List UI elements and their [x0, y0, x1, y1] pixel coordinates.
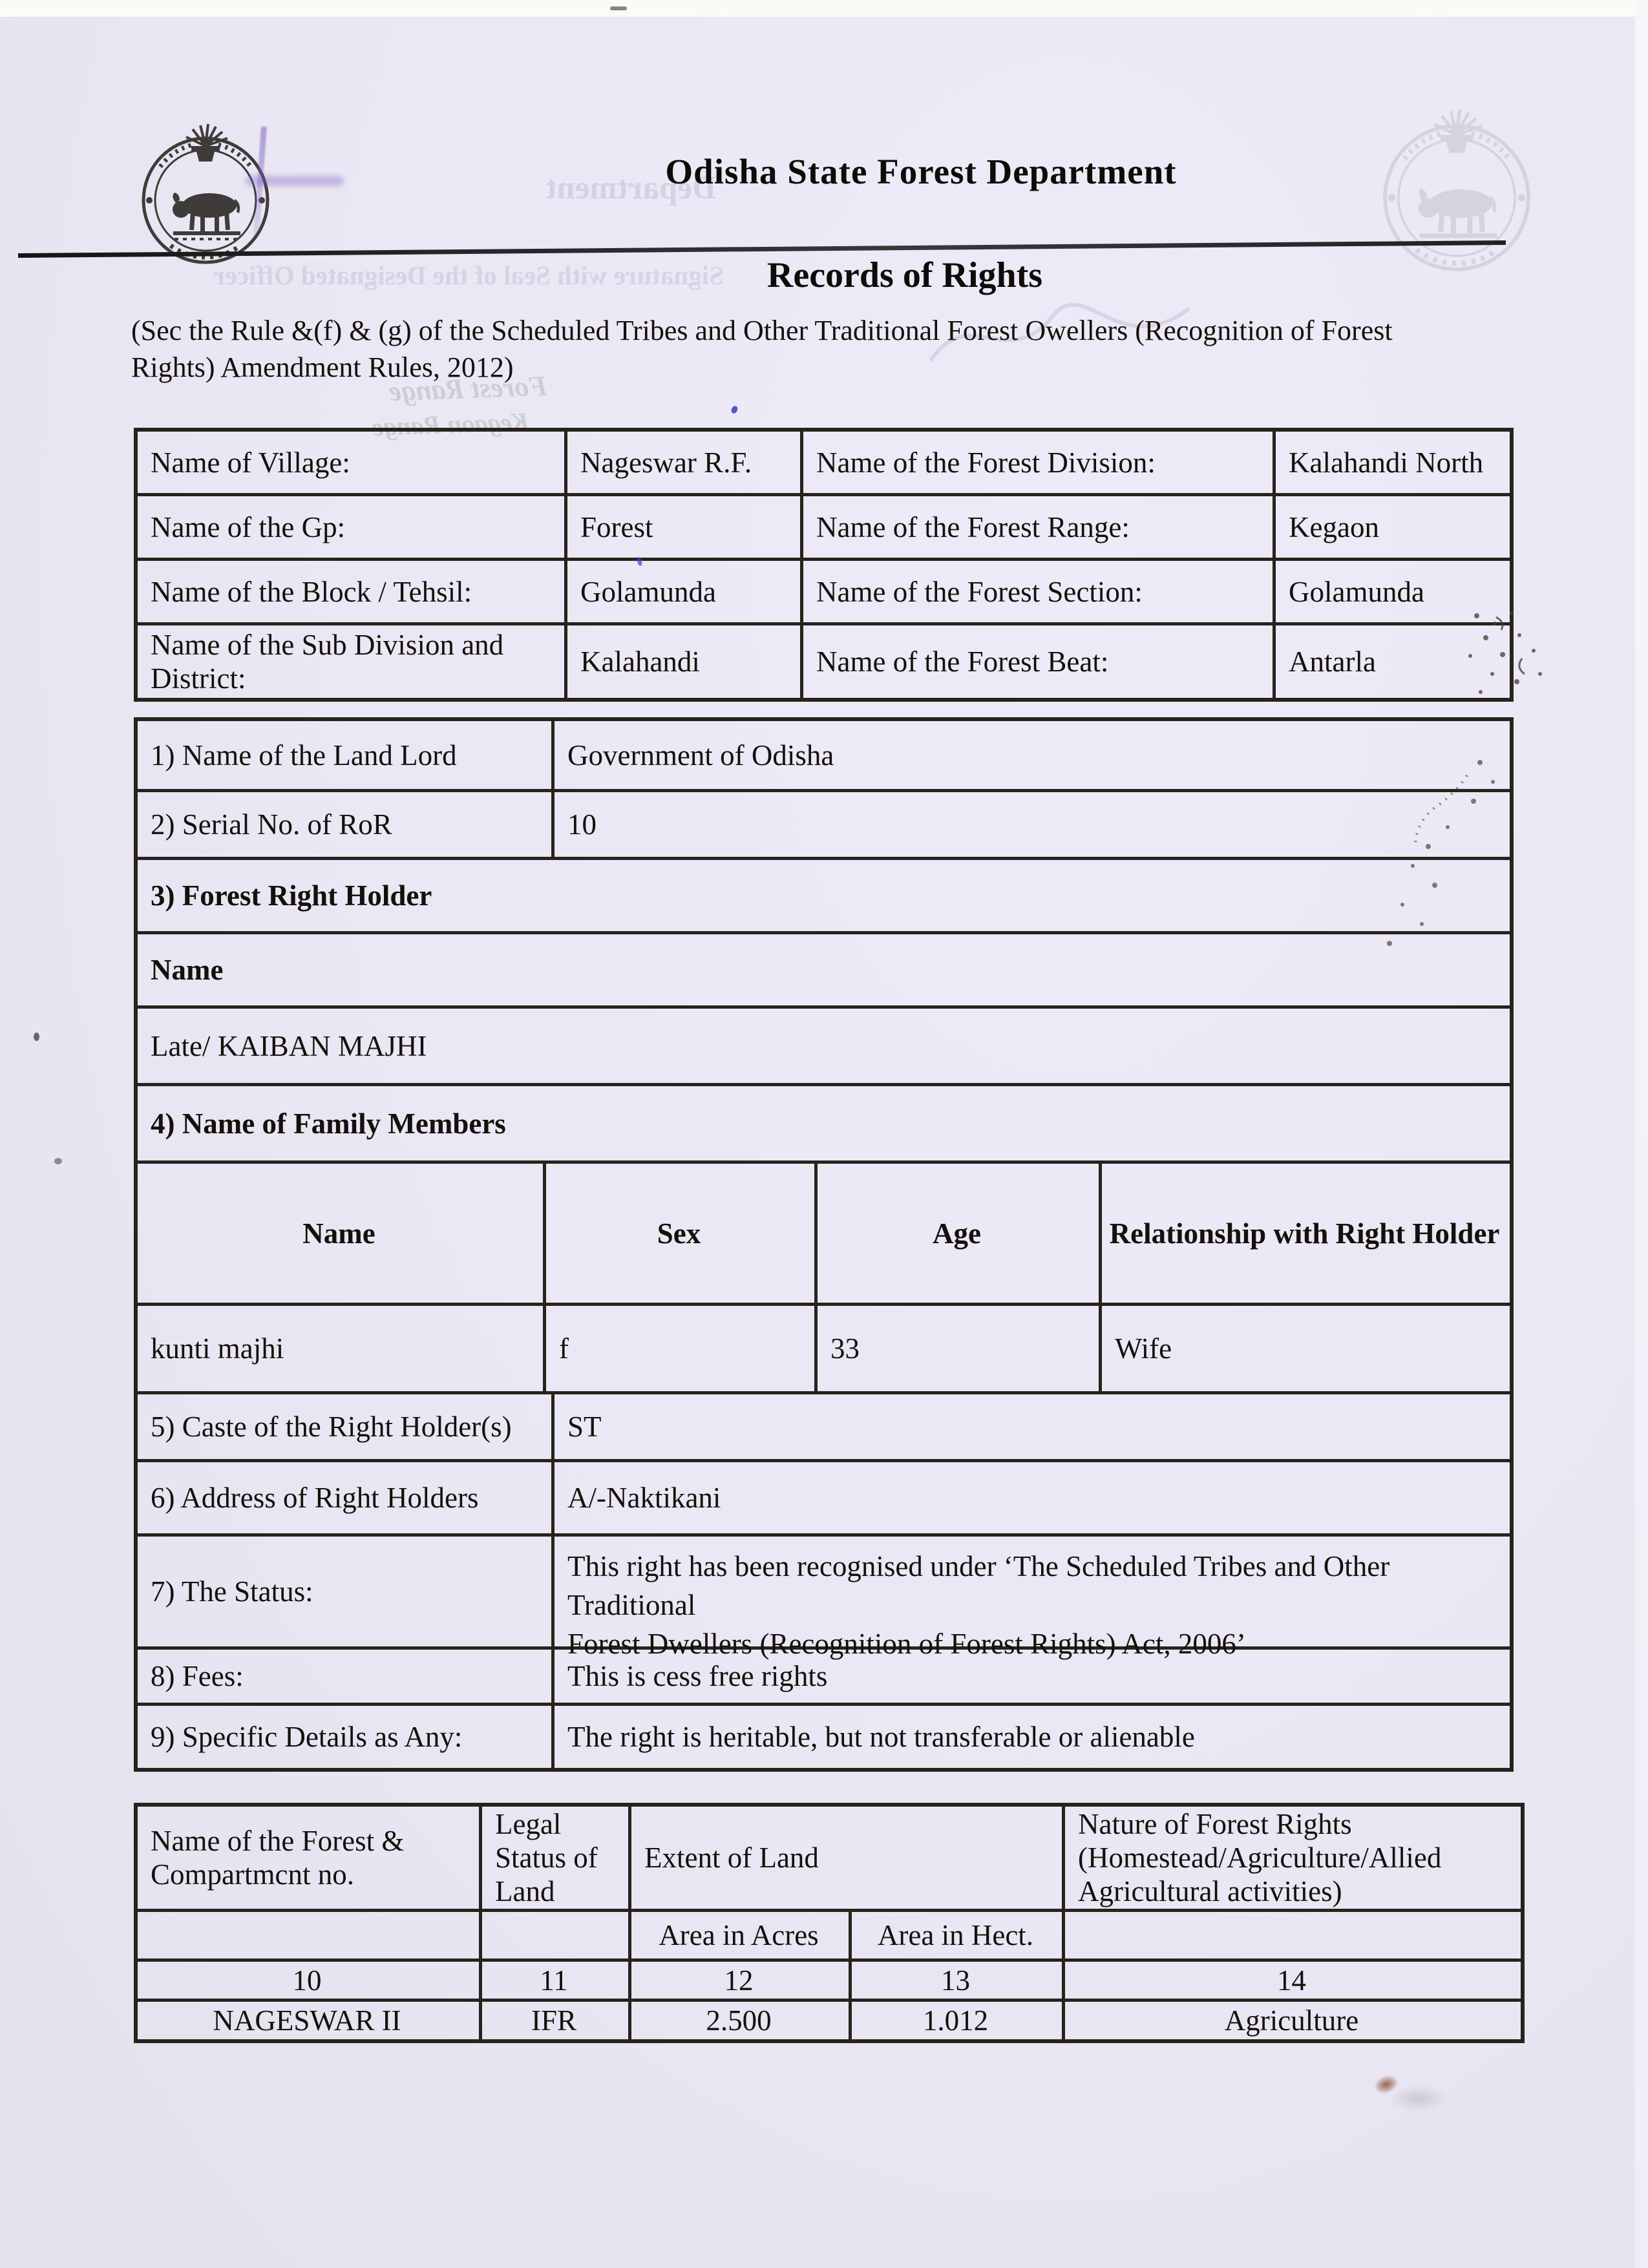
- status-line: Forest Dwellers (Recognition of Forest Rights) Act, 2006’: [567, 1628, 1246, 1660]
- ink-smear: [246, 176, 344, 186]
- field-label: Name of the Gp:: [151, 510, 346, 543]
- column-header: Legal Status of Land: [479, 1807, 628, 1909]
- table-row: [138, 1533, 1510, 1660]
- data-row: [138, 1999, 1521, 2039]
- field-value: 10: [551, 792, 1510, 857]
- stain-smudge-tail: [1389, 2086, 1448, 2112]
- field-value: [551, 1537, 1510, 1660]
- field-value: Golamunda: [564, 561, 800, 622]
- field-label: 1) Name of the Land Lord: [151, 739, 457, 772]
- field-label: 6) Address of Right Holders: [151, 1482, 479, 1514]
- field-value: Nageswar R.F.: [564, 432, 800, 493]
- table-row: [138, 1391, 1510, 1459]
- bleed-stamp-line2: Kegaon Range: [371, 406, 530, 442]
- column-number: 12: [628, 1962, 849, 1999]
- column-header: Nature of Forest Rights (Homestead/Agriculture/Allied Agricultural activities): [1062, 1807, 1521, 1909]
- table-row: [138, 721, 1510, 789]
- table-row: [138, 622, 1510, 698]
- column-number: 11: [479, 1962, 628, 1999]
- field-label: 5) Caste of the Right Holder(s): [151, 1411, 512, 1443]
- field-value: ST: [551, 1394, 1510, 1459]
- field-value: Government of Odisha: [551, 721, 1510, 789]
- column-header: Area in Acres: [628, 1912, 849, 1958]
- field-value: Kegaon: [1273, 496, 1510, 558]
- family-header-row: [138, 1160, 1510, 1303]
- table-row: [138, 789, 1510, 857]
- rule-note-line1: (Sec the Rule &(f) & (g) of the Scheduled Tribes and Other Traditional Forest Owellers (Recognition of Forest: [131, 315, 1393, 346]
- column-header: Area in Hect.: [849, 1912, 1062, 1958]
- stain-cluster: [1457, 604, 1567, 708]
- rule-note-line2: Rights) Amendment Rules, 2012): [131, 352, 514, 383]
- field-value: Kalahandi: [564, 625, 800, 698]
- holder-name: Late/ KAIBAN MAJHI: [151, 1029, 427, 1062]
- column-header: Name: [302, 1217, 375, 1250]
- empty-cell: [479, 1912, 628, 1958]
- field-value: Antarla: [1273, 625, 1510, 698]
- scan-right-edge: [1635, 0, 1648, 2268]
- column-header: Relationship with Right Holder: [1099, 1164, 1510, 1303]
- sub-header-row: [138, 1909, 1521, 1958]
- field-value: A/-Naktikani: [551, 1462, 1510, 1533]
- column-header: Sex: [543, 1164, 814, 1303]
- paper-speck: [54, 1158, 62, 1164]
- section-header: Name: [151, 954, 224, 986]
- field-label: Name of Village:: [151, 446, 350, 479]
- paper-speck: [610, 6, 627, 10]
- field-value: Kalahandi North: [1273, 432, 1510, 493]
- section-header-row: [138, 931, 1510, 1005]
- family-member-sex: f: [543, 1306, 814, 1391]
- field-value: This is cess free rights: [551, 1650, 1510, 1703]
- field-label: 7) The Status:: [151, 1575, 313, 1608]
- section-header: 3) Forest Right Holder: [151, 879, 432, 912]
- section-header: 4) Name of Family Members: [151, 1107, 506, 1140]
- bleed-text-department: Department: [545, 170, 716, 206]
- paper-speck: [34, 1033, 39, 1041]
- family-data-row: [138, 1303, 1510, 1391]
- field-value: Forest: [564, 496, 800, 558]
- forest-name: NAGESWAR II: [213, 2004, 401, 2037]
- ink-speck: [730, 405, 739, 415]
- table-row: [138, 493, 1510, 558]
- field-label: Name of the Forest Division:: [800, 432, 1273, 493]
- family-member-name: kunti majhi: [151, 1332, 284, 1365]
- page-title: Odisha State Forest Department: [665, 152, 1177, 191]
- field-value: The right is heritable, but not transferable or alienable: [551, 1706, 1510, 1768]
- table-row: [138, 1459, 1510, 1533]
- field-label: 9) Specific Details as Any:: [151, 1721, 463, 1753]
- area-hect: 1.012: [849, 2002, 1062, 2039]
- column-number-row: [138, 1958, 1521, 1999]
- section-header-row: [138, 1083, 1510, 1160]
- field-label: 2) Serial No. of RoR: [151, 808, 392, 841]
- column-number: 10: [292, 1964, 322, 1997]
- header-row: [138, 1807, 1521, 1909]
- column-header: Age: [814, 1164, 1099, 1303]
- family-member-age: 33: [814, 1306, 1099, 1391]
- table-row: [138, 1646, 1510, 1703]
- field-label: Name of the Forest Section:: [800, 561, 1273, 622]
- nature-of-rights: Agriculture: [1062, 2002, 1521, 2039]
- table-row: [138, 1005, 1510, 1083]
- column-header: Name of the Forest & Compartmcnt no.: [151, 1825, 405, 1891]
- odisha-state-emblem-icon: [137, 118, 274, 268]
- status-line: This right has been recognised under ‘The Scheduled Tribes and Other: [567, 1550, 1390, 1582]
- field-label: Name of the Forest Range:: [800, 496, 1273, 558]
- field-value: Golamunda: [1273, 561, 1510, 622]
- location-table: [134, 428, 1514, 702]
- empty-cell: [138, 1912, 479, 1958]
- table-row: [138, 558, 1510, 622]
- field-label: Name of the Block / Tehsil:: [151, 575, 472, 608]
- bleed-stamp-line1: Forest Range: [388, 370, 548, 408]
- rights-details-table: [134, 717, 1514, 1772]
- document-title: Records of Rights: [766, 255, 1043, 295]
- legal-status: IFR: [479, 2002, 628, 2039]
- family-member-relationship: Wife: [1099, 1306, 1510, 1391]
- scan-top-edge: [0, 0, 1648, 17]
- land-extent-table: [134, 1803, 1525, 2043]
- status-line: Traditional: [567, 1589, 696, 1621]
- empty-cell: [1062, 1912, 1521, 1958]
- field-label: Name of the Sub Division and District:: [151, 629, 504, 695]
- bleed-text-signature: Signature with Seal of the Designated Officer: [213, 260, 724, 290]
- table-row: [138, 1703, 1510, 1768]
- area-acres: 2.500: [628, 2002, 849, 2039]
- bleed-seal-icon: [1375, 102, 1538, 275]
- column-number: 14: [1062, 1962, 1521, 1999]
- column-number: 13: [849, 1962, 1062, 1999]
- column-header: Extent of Land: [628, 1807, 1062, 1909]
- table-row: [138, 432, 1510, 493]
- section-header-row: [138, 857, 1510, 931]
- stain-trail: [1351, 750, 1519, 963]
- field-label: Name of the Forest Beat:: [800, 625, 1273, 698]
- field-label: 8) Fees:: [151, 1660, 244, 1692]
